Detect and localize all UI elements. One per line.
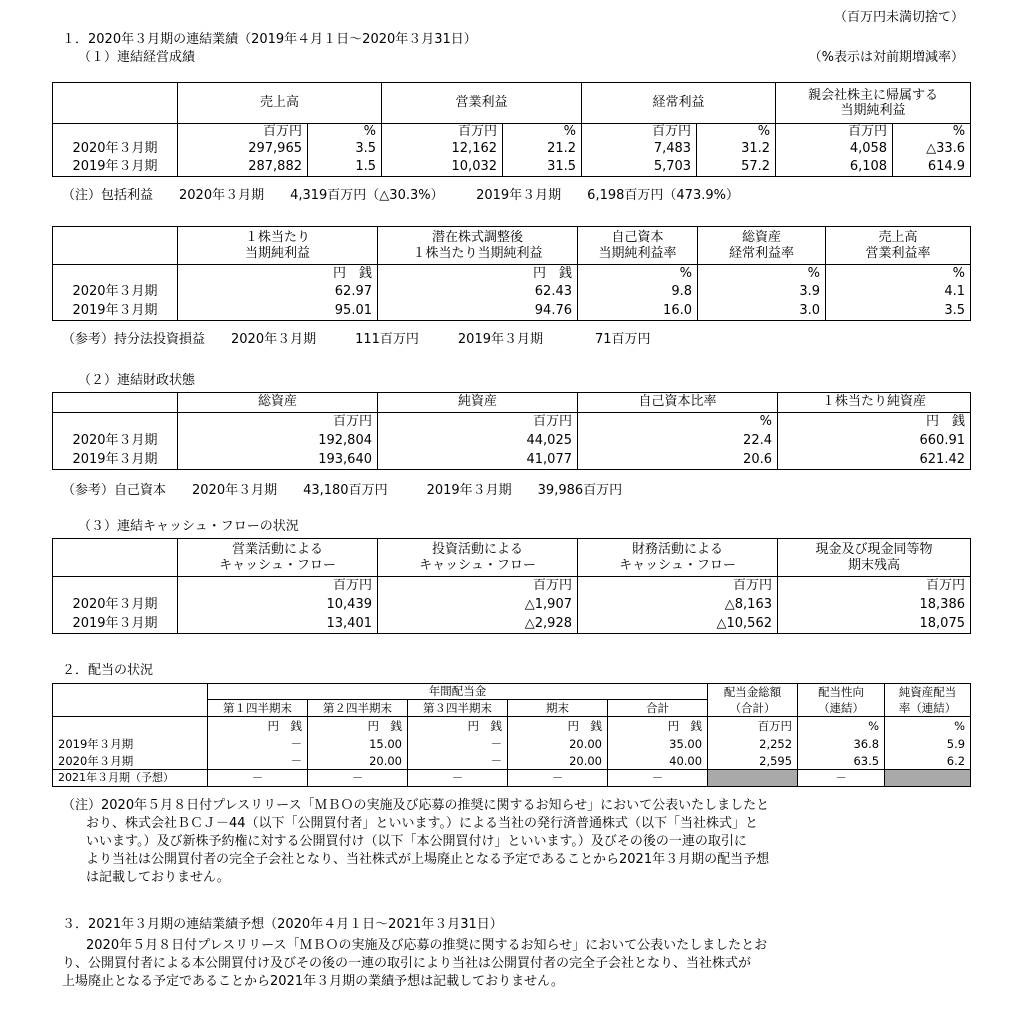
cell: 3.5 xyxy=(826,302,971,321)
subsection2-title: （２）連結財政状態 xyxy=(78,373,196,388)
unit-note: （百万円未満切捨て） xyxy=(833,10,964,25)
unit-row-label xyxy=(53,124,178,141)
h: キャッシュ・フロー xyxy=(419,557,536,573)
operating-results-table xyxy=(52,82,971,177)
cell: 660.91 xyxy=(778,432,971,451)
shaded-cell xyxy=(885,770,971,787)
cell: － xyxy=(408,753,508,770)
cell: 40.00 xyxy=(608,753,708,770)
header-investing-cf xyxy=(378,539,578,577)
cell: 16.0 xyxy=(578,302,698,321)
cell: 2,252 xyxy=(708,736,798,753)
cell: － xyxy=(408,736,508,753)
unit-mil: 百万円 xyxy=(382,124,503,141)
cell: 41,077 xyxy=(378,451,578,470)
header-bps: １株当たり純資産 xyxy=(778,393,971,413)
corner-cell xyxy=(53,227,178,265)
header-cash-balance xyxy=(778,539,971,577)
comprehensive-income-note: （注）包括利益 2020年３月期 4,319百万円（△30.3%） 2019年３月期 6,198百万円（473.9%） xyxy=(62,188,739,203)
cell: 18,075 xyxy=(778,615,971,634)
note-line: いいます。）及び新株予約権に対する公開買付け（以下「本公開買付け」といいます。）及びその後の一連の取引に xyxy=(86,834,747,849)
row-label: 2019年３月期 xyxy=(53,159,178,177)
cell: 3.0 xyxy=(698,302,826,321)
h: １株当たり当期純利益 xyxy=(412,245,543,261)
cell: 31.2 xyxy=(697,141,776,159)
cell: 192,804 xyxy=(178,432,378,451)
unit-mil: 百万円 xyxy=(578,577,778,596)
header-total-assets: 総資産 xyxy=(178,393,378,413)
cell: － xyxy=(408,770,508,787)
cell: 10,032 xyxy=(382,159,503,177)
cell: △33.6 xyxy=(893,141,971,159)
h: 期末残高 xyxy=(847,557,900,573)
cell: △8,163 xyxy=(578,596,778,615)
header-net-income xyxy=(776,83,971,124)
unit-mil: 百万円 xyxy=(378,413,578,432)
unit: 円 銭 xyxy=(408,717,508,736)
cell: 20.00 xyxy=(508,753,608,770)
row-label: 2021年３月期（予想） xyxy=(53,770,208,787)
cell: － xyxy=(208,753,308,770)
header-margin xyxy=(826,227,971,265)
cell: 95.01 xyxy=(178,302,378,321)
unit-row-label xyxy=(53,717,208,736)
equity-method-note: （参考）持分法投資損益 2020年３月期 111百万円 2019年３月期 71百万円 xyxy=(62,332,651,347)
unit-mil: 百万円 xyxy=(378,577,578,596)
unit-pct: % xyxy=(698,265,826,283)
cell: 614.9 xyxy=(893,159,971,177)
equity-note: （参考）自己資本 2020年３月期 43,180百万円 2019年３月期 39,986百万円 xyxy=(62,483,623,498)
unit-mil: 百万円 xyxy=(178,413,378,432)
header-eps xyxy=(178,227,378,265)
row-label: 2019年３月期 xyxy=(53,451,178,470)
unit: 円 銭 xyxy=(308,717,408,736)
unit: 円 銭 xyxy=(508,717,608,736)
cell: 5.9 xyxy=(885,736,971,753)
cash-flow-table xyxy=(52,538,971,634)
unit-pct: % xyxy=(893,124,971,141)
header-equity-ratio: 自己資本比率 xyxy=(578,393,778,413)
header-operating-cf xyxy=(178,539,378,577)
corner-cell xyxy=(53,83,178,124)
cell: － xyxy=(798,770,885,787)
cell: － xyxy=(508,770,608,787)
unit: 円 銭 xyxy=(208,717,308,736)
cell: 21.2 xyxy=(503,141,582,159)
h: 自己資本 xyxy=(611,229,664,245)
cell: 3.9 xyxy=(698,283,826,302)
note-line: おり、株式会社ＢＣＪ－44（以下「公開買付者」といいます。）による当社の発行済普通株式（以下「当社株式」と xyxy=(86,816,759,831)
header-payout-2: （連結） xyxy=(798,700,885,717)
cell: 6,108 xyxy=(776,159,893,177)
h: キャッシュ・フロー xyxy=(219,557,336,573)
unit-mil: 百万円 xyxy=(178,577,378,596)
h: 当期純利益率 xyxy=(598,245,677,261)
unit: % xyxy=(798,717,885,736)
subsection1-title: （１）連結経営成績 xyxy=(78,50,196,65)
cell: 20.00 xyxy=(308,753,408,770)
cell: 35.00 xyxy=(608,736,708,753)
cell: 4.1 xyxy=(826,283,971,302)
cell: 2,595 xyxy=(708,753,798,770)
financial-position-table xyxy=(52,392,971,470)
unit: 円 銭 xyxy=(608,717,708,736)
header-total-dividend-2: （合計） xyxy=(708,700,798,717)
header-financing-cf xyxy=(578,539,778,577)
cell: － xyxy=(308,770,408,787)
unit-mil: 百万円 xyxy=(582,124,697,141)
cell: 62.97 xyxy=(178,283,378,302)
cell: 18,386 xyxy=(778,596,971,615)
unit-pct: % xyxy=(578,265,698,283)
row-label: 2019年３月期 xyxy=(53,615,178,634)
row-label: 2020年３月期 xyxy=(53,141,178,159)
cell: 63.5 xyxy=(798,753,885,770)
cell: 94.76 xyxy=(378,302,578,321)
cell: 287,882 xyxy=(178,159,308,177)
h: 売上高 xyxy=(878,229,918,245)
section2-title: ２．配当の状況 xyxy=(62,663,154,678)
corner-cell xyxy=(53,684,208,700)
cell: △10,562 xyxy=(578,615,778,634)
unit-pct: % xyxy=(578,413,778,432)
header-payout-1: 配当性向 xyxy=(798,684,885,700)
h: 営業利益率 xyxy=(865,245,931,261)
cell: 22.4 xyxy=(578,432,778,451)
row-label: 2020年３月期 xyxy=(53,753,208,770)
header-roe xyxy=(578,227,698,265)
row-label: 2020年３月期 xyxy=(53,432,178,451)
unit: 百万円 xyxy=(708,717,798,736)
unit-mil: 百万円 xyxy=(778,577,971,596)
unit-row-label xyxy=(53,577,178,596)
unit-yen: 円 銭 xyxy=(778,413,971,432)
unit-row-label xyxy=(53,413,178,432)
cell: 20.6 xyxy=(578,451,778,470)
header-total: 合計 xyxy=(608,700,708,717)
cell: 7,483 xyxy=(582,141,697,159)
cell: 20.00 xyxy=(508,736,608,753)
header-q3: 第３四半期末 xyxy=(408,700,508,717)
cell: 1.5 xyxy=(308,159,382,177)
para-line: 2020年５月８日付プレスリリース「ＭＢＯの実施及び応募の推奨に関するお知らせ」において公表いたしましたとお xyxy=(86,938,768,953)
unit-pct: % xyxy=(697,124,776,141)
corner-cell xyxy=(53,539,178,577)
row-label: 2019年３月期 xyxy=(53,736,208,753)
header-ratio-1: 純資産配当 xyxy=(885,684,971,700)
cell: 12,162 xyxy=(382,141,503,159)
h: 総資産 xyxy=(741,229,781,245)
section1-title: １．2020年３月期の連結業績（2019年４月１日～2020年３月31日） xyxy=(62,32,477,47)
cell: 13,401 xyxy=(178,615,378,634)
cell: 3.5 xyxy=(308,141,382,159)
forecast-paragraph xyxy=(62,937,767,991)
header-net-assets: 純資産 xyxy=(378,393,578,413)
para-line: 上場廃止となる予定であることから2021年３月期の業績予想は記載しておりません。 xyxy=(62,974,564,989)
h: キャッシュ・フロー xyxy=(619,557,736,573)
cell: △2,928 xyxy=(378,615,578,634)
cell: 36.8 xyxy=(798,736,885,753)
header-roa xyxy=(698,227,826,265)
unit-yen: 円 銭 xyxy=(178,265,378,283)
cell: 57.2 xyxy=(697,159,776,177)
dividend-table xyxy=(52,683,971,787)
per-share-table xyxy=(52,226,971,321)
para-line: り、公開買付者による本公開買付け及びその後の一連の取引により当社は公開買付者の完全子会社となり、当社株式が xyxy=(62,956,752,971)
header-net-income-line1: 親会社株主に帰属する xyxy=(808,88,939,103)
cell: △1,907 xyxy=(378,596,578,615)
unit: % xyxy=(885,717,971,736)
header-ordinary-profit: 経常利益 xyxy=(582,83,776,124)
cell: 62.43 xyxy=(378,283,578,302)
header-net-income-line2: 当期純利益 xyxy=(840,103,906,118)
cell: 10,439 xyxy=(178,596,378,615)
h: 当期純利益 xyxy=(244,245,310,261)
header-operating-profit: 営業利益 xyxy=(382,83,582,124)
h: 潜在株式調整後 xyxy=(431,229,523,245)
row-label: 2019年３月期 xyxy=(53,302,178,321)
header-ratio-2: 率（連結） xyxy=(885,700,971,717)
cell: － xyxy=(608,770,708,787)
cell: 297,965 xyxy=(178,141,308,159)
cell: 193,640 xyxy=(178,451,378,470)
note-line: （注）2020年５月８日付プレスリリース「ＭＢＯの実施及び応募の推奨に関するお知らせ」において公表いたしましたと xyxy=(62,798,770,813)
cell: 4,058 xyxy=(776,141,893,159)
header-year-end: 期末 xyxy=(508,700,608,717)
cell: － xyxy=(208,736,308,753)
note-line: は記載しておりません。 xyxy=(86,870,230,885)
header-q1: 第１四半期末 xyxy=(208,700,308,717)
header-q2: 第２四半期末 xyxy=(308,700,408,717)
unit-pct: % xyxy=(308,124,382,141)
h: 投資活動による xyxy=(431,541,523,557)
cell: 5,703 xyxy=(582,159,697,177)
cell: 9.8 xyxy=(578,283,698,302)
change-rate-note: （%表示は対前期増減率） xyxy=(808,50,964,65)
h: 現金及び現金同等物 xyxy=(815,541,933,557)
unit-mil: 百万円 xyxy=(178,124,308,141)
unit-mil: 百万円 xyxy=(776,124,893,141)
shaded-cell xyxy=(708,770,798,787)
unit-yen: 円 銭 xyxy=(378,265,578,283)
corner-cell xyxy=(53,393,178,413)
row-label: 2020年３月期 xyxy=(53,283,178,302)
header-annual-dividend: 年間配当金 xyxy=(208,684,708,700)
cell: 44,025 xyxy=(378,432,578,451)
note-line: より当社は公開買付者の完全子会社となり、当社株式が上場廃止となる予定であることから2021年３月期の配当予想 xyxy=(86,852,770,867)
cell: 6.2 xyxy=(885,753,971,770)
corner-cell xyxy=(53,700,208,717)
dividend-note xyxy=(62,797,769,887)
unit-row-label xyxy=(53,265,178,283)
cell: － xyxy=(208,770,308,787)
cell: 15.00 xyxy=(308,736,408,753)
subsection3-title: （３）連結キャッシュ・フローの状況 xyxy=(78,519,299,534)
h: 営業活動による xyxy=(231,541,323,557)
h: 経常利益率 xyxy=(728,245,794,261)
header-sales: 売上高 xyxy=(178,83,382,124)
h: １株当たり xyxy=(244,229,310,245)
section3-title: ３．2021年３月期の連結業績予想（2020年４月１日～2021年３月31日） xyxy=(62,917,503,932)
unit-pct: % xyxy=(503,124,582,141)
header-diluted-eps xyxy=(378,227,578,265)
h: 財務活動による xyxy=(631,541,723,557)
cell: 621.42 xyxy=(778,451,971,470)
unit-pct: % xyxy=(826,265,971,283)
cell: 31.5 xyxy=(503,159,582,177)
row-label: 2020年３月期 xyxy=(53,596,178,615)
header-total-dividend-1: 配当金総額 xyxy=(708,684,798,700)
